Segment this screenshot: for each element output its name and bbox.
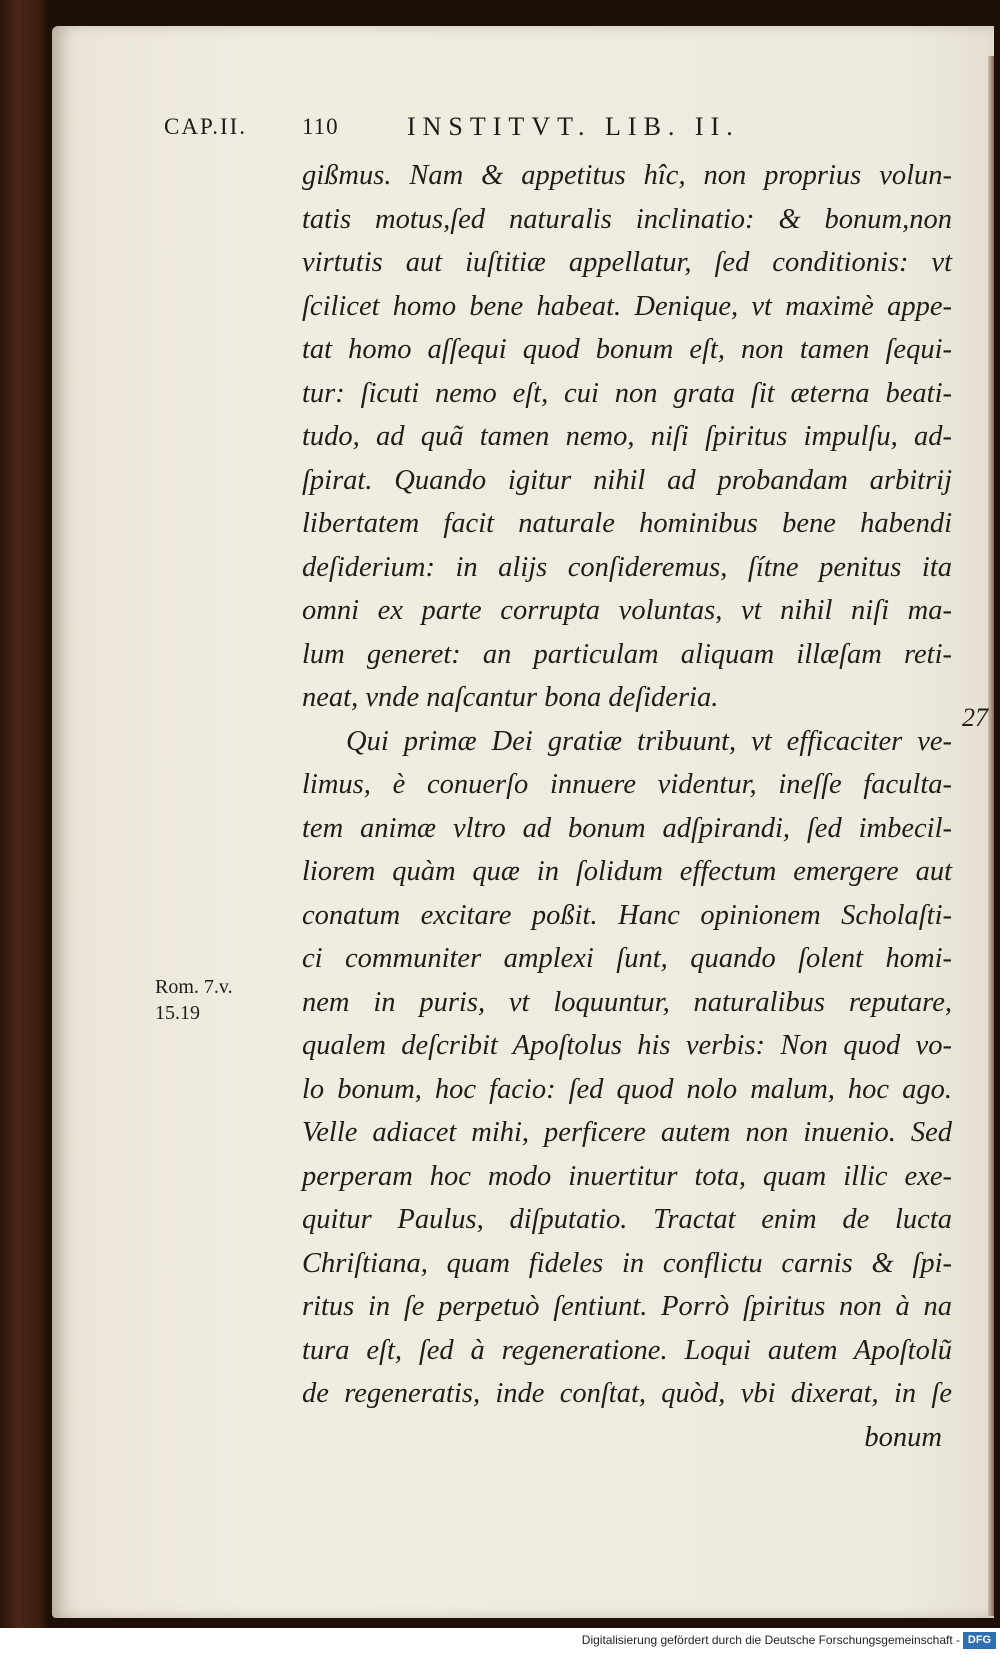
book-title: INSTITVT. LIB. II. xyxy=(407,112,740,141)
paragraph-start-line: Qui primæ Dei gratiæ tribuunt, vt efficaciter ve- xyxy=(346,725,952,757)
text-line: ritus in ſe perpetuò ſentiunt. Porrò ſpiritus non à na xyxy=(302,1291,952,1322)
text-line: tura eſt, ſed à regeneratione. Loqui autem Apoſtolũ xyxy=(302,1334,952,1366)
text-line: quitur Paulus, diſputatio. Tractat enim de lucta xyxy=(302,1204,952,1235)
text-line: omni ex parte corrupta voluntas, vt nihil niſi ma- xyxy=(302,595,952,626)
text-line: neat, vnde naſcantur bona deſideria. xyxy=(302,682,719,713)
running-head xyxy=(112,114,812,150)
body-text xyxy=(302,154,952,1459)
catchword: bonum xyxy=(864,1421,942,1453)
text-line: lum generet: an particulam aliquam illæſam reti- xyxy=(302,638,952,670)
text-line: conatum excitare poßit. Hanc opinionem Scholaſti- xyxy=(302,899,952,931)
text-line: tat homo aſſequi quod bonum eſt, non tamen ſequi- xyxy=(302,334,952,365)
margin-reference-line: Rom. 7.v. xyxy=(155,976,233,998)
text-line: qualem deſcribit Apoſtolus his verbis: Non quod vo- xyxy=(302,1030,952,1061)
text-line: gißmus. Nam & appetitus hîc, non proprius volun- xyxy=(302,160,952,191)
digitization-footer xyxy=(0,1628,1000,1655)
page-number: 110 xyxy=(302,114,339,139)
text-line: liorem quàm quæ in ſolidum effectum emergere aut xyxy=(302,856,952,887)
text-line: tem animæ vltro ad bonum adſpirandi, ſed imbecil- xyxy=(302,812,952,844)
text-line: libertatem facit naturale hominibus bene habendi xyxy=(302,508,952,539)
text-line: tur: ſicuti nemo eſt, cui non grata ſit æterna beati- xyxy=(302,377,952,409)
text-line: limus, è conuerſo innuere videntur, ineſſe faculta- xyxy=(302,769,952,800)
page-edge xyxy=(988,56,994,1616)
margin-reference xyxy=(155,974,275,1026)
text-line: Chriſtiana, quam fideles in conflictu carnis & ſpi- xyxy=(302,1247,952,1279)
dfg-logo: DFG xyxy=(963,1632,996,1649)
text-line: ſpirat. Quando igitur nihil ad probandam arbitrij xyxy=(302,464,952,496)
text-line: nem in puris, vt loquuntur, naturalibus reputare, xyxy=(302,986,952,1018)
text-line: Velle adiacet mihi, perficere autem non inuenio. Sed xyxy=(302,1117,952,1148)
text-line: de regeneratis, inde conſtat, quòd, vbi dixerat, in ſe xyxy=(302,1378,952,1409)
text-line: tatis motus,ſed naturalis inclinatio: & bonum,non xyxy=(302,203,952,235)
text-line: lo bonum, hoc facio: ſed quod nolo malum, hoc ago. xyxy=(302,1073,952,1105)
funding-credit: Digitalisierung gefördert durch die Deutsche Forschungsgemeinschaft - xyxy=(581,1633,960,1647)
text-line: ſcilicet homo bene habeat. Denique, vt maximè appe- xyxy=(302,290,952,322)
chapter-label: CAP.II. xyxy=(164,114,248,139)
text-line: deſiderium: in alijs conſideremus, ſítne penitus ita xyxy=(302,551,952,583)
text-line: ci communiter amplexi ſunt, quando ſolent homi- xyxy=(302,943,952,974)
text-line: perperam hoc modo inuertitur tota, quam illic exe- xyxy=(302,1160,952,1192)
text-line: virtutis aut iuſtitiæ appellatur, ſed conditionis: vt xyxy=(302,247,952,278)
section-number: 27 xyxy=(962,703,988,732)
margin-reference-line: 15.19 xyxy=(155,1002,200,1024)
text-line: tudo, ad quã tamen nemo, niſi ſpiritus impulſu, ad- xyxy=(302,421,952,452)
